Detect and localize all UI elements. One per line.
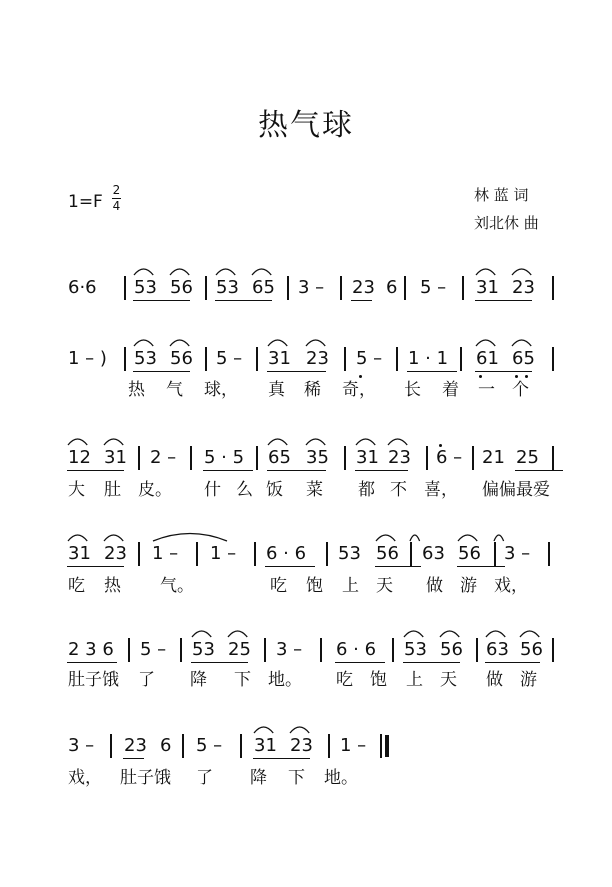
note-group: 56 bbox=[440, 639, 463, 660]
slur-arc bbox=[66, 532, 89, 542]
beam-underline bbox=[267, 371, 326, 372]
note-group: 5 – bbox=[216, 348, 243, 369]
low-octave-dot bbox=[359, 375, 362, 378]
lyric-syllable: 天 bbox=[440, 670, 457, 690]
note-group: 6 · 6 bbox=[266, 543, 307, 564]
lyric-syllable: 个 bbox=[512, 380, 529, 400]
lyric-syllable: 球， bbox=[204, 380, 238, 400]
note-group: 1 – bbox=[210, 543, 237, 564]
slur-arc bbox=[288, 724, 311, 734]
note-group: 5 – bbox=[196, 735, 223, 756]
lyric-syllable: 菜 bbox=[306, 480, 323, 500]
note-group: 5 · 5 bbox=[204, 447, 245, 468]
barline bbox=[138, 446, 140, 470]
beam-underline bbox=[407, 371, 457, 372]
barline bbox=[476, 638, 478, 662]
high-octave-dot bbox=[439, 444, 442, 447]
note-group: 35 bbox=[306, 447, 329, 468]
barline bbox=[205, 347, 207, 371]
note-group: 65 bbox=[268, 447, 291, 468]
note-group: 23 bbox=[352, 277, 375, 298]
note-group: 53 bbox=[216, 277, 239, 298]
barline bbox=[410, 542, 412, 566]
note-group: 25 bbox=[228, 639, 251, 660]
beam-underline bbox=[67, 566, 124, 567]
slur-arc bbox=[438, 628, 461, 638]
note-group: 1 – ) bbox=[68, 348, 107, 369]
slur-arc bbox=[190, 628, 213, 638]
lyric-syllable: 做 bbox=[426, 576, 443, 596]
lyric-syllable: 饭 bbox=[266, 480, 283, 500]
note-group: 63 bbox=[422, 543, 445, 564]
note-group: 23 bbox=[290, 735, 313, 756]
slur-arc bbox=[456, 532, 479, 542]
beam-underline bbox=[253, 758, 310, 759]
note-group: 53 bbox=[134, 348, 157, 369]
barline bbox=[256, 446, 258, 470]
beam-underline bbox=[67, 470, 124, 471]
lyric-syllable: 上 bbox=[342, 576, 359, 596]
lyric-syllable: 降 bbox=[190, 670, 207, 690]
lyric-syllable: 天 bbox=[376, 576, 393, 596]
slur-arc bbox=[102, 532, 125, 542]
note-group: 31 bbox=[254, 735, 277, 756]
note-group: 6 bbox=[386, 277, 398, 298]
note-group: 3 – bbox=[504, 543, 531, 564]
barline bbox=[328, 734, 330, 758]
beam-underline bbox=[133, 371, 190, 372]
low-octave-dot bbox=[479, 375, 482, 378]
note-group: 5 – bbox=[140, 639, 167, 660]
note-group: 23 bbox=[124, 735, 147, 756]
beam-underline bbox=[375, 566, 421, 567]
barline bbox=[552, 638, 554, 662]
beam-underline bbox=[335, 662, 385, 663]
note-group: 25 bbox=[516, 447, 539, 468]
note-group: 56 bbox=[170, 277, 193, 298]
slur-arc bbox=[386, 436, 409, 446]
lyric-syllable: 游 bbox=[460, 576, 477, 596]
barline bbox=[426, 446, 428, 470]
barline bbox=[138, 542, 140, 566]
slur-arc bbox=[474, 337, 497, 347]
slur-arc bbox=[354, 436, 377, 446]
note-group: 31 bbox=[104, 447, 127, 468]
slur-arc bbox=[214, 266, 237, 276]
slur-arc bbox=[474, 266, 497, 276]
barline bbox=[344, 347, 346, 371]
note-group: 53 bbox=[192, 639, 215, 660]
note-group: 6 – bbox=[436, 447, 463, 468]
time-signature-bottom: 4 bbox=[112, 199, 121, 213]
beam-underline bbox=[475, 371, 532, 372]
song-title: 热气球 bbox=[258, 108, 354, 143]
note-group: 23 bbox=[306, 348, 329, 369]
lyric-syllable: 做 bbox=[486, 670, 503, 690]
note-group: 56 bbox=[520, 639, 543, 660]
note-group: 61 bbox=[476, 348, 499, 369]
lyric-syllable: 奇， bbox=[342, 380, 376, 400]
lyric-syllable: 肚子饿 bbox=[120, 768, 171, 788]
note-group: 21 bbox=[482, 447, 505, 468]
lyric-syllable: 热 bbox=[128, 380, 145, 400]
lyric-syllable: 肚子饿 bbox=[68, 670, 119, 690]
barline bbox=[392, 638, 394, 662]
note-group: 65 bbox=[252, 277, 275, 298]
lyric-syllable: 喜， bbox=[424, 480, 458, 500]
note-group: 65 bbox=[512, 348, 535, 369]
lyric-syllable: 饱 bbox=[370, 670, 387, 690]
lyric-syllable: 戏， bbox=[494, 576, 528, 596]
slur-arc bbox=[304, 337, 327, 347]
beam-underline bbox=[457, 566, 505, 567]
note-group: 1 – bbox=[340, 735, 367, 756]
slur-arc bbox=[492, 532, 506, 542]
barline bbox=[110, 734, 112, 758]
barline bbox=[396, 347, 398, 371]
barline bbox=[548, 542, 550, 566]
barline bbox=[462, 276, 464, 300]
barline bbox=[340, 276, 342, 300]
lyric-syllable: 游 bbox=[520, 670, 537, 690]
slur-arc bbox=[304, 436, 327, 446]
lyric-syllable: 么 bbox=[236, 480, 253, 500]
note-group: 31 bbox=[356, 447, 379, 468]
slur-arc bbox=[374, 532, 397, 542]
slur-arc bbox=[402, 628, 425, 638]
beam-underline bbox=[475, 300, 532, 301]
lyric-syllable: 饱 bbox=[306, 576, 323, 596]
beam-underline bbox=[485, 662, 540, 663]
beam-underline bbox=[403, 662, 460, 663]
barline bbox=[124, 347, 126, 371]
lyric-syllable: 气 bbox=[166, 380, 183, 400]
lyric-syllable: 吃 bbox=[336, 670, 353, 690]
slur-arc bbox=[132, 266, 155, 276]
slur-arc bbox=[408, 532, 422, 542]
slur-arc bbox=[250, 266, 273, 276]
note-group: 6·6 bbox=[68, 277, 97, 298]
barline bbox=[124, 276, 126, 300]
barline bbox=[128, 638, 130, 662]
key-label: 1=F bbox=[68, 192, 103, 212]
barline bbox=[326, 542, 328, 566]
beam-underline bbox=[123, 758, 144, 759]
barline bbox=[182, 734, 184, 758]
lyric-syllable: 不 bbox=[390, 480, 407, 500]
lyric-syllable: 着 bbox=[442, 380, 459, 400]
slur-arc bbox=[132, 337, 155, 347]
final-barline-thin bbox=[380, 734, 382, 758]
note-group: 53 bbox=[338, 543, 361, 564]
low-octave-dot bbox=[525, 375, 528, 378]
barline bbox=[190, 446, 192, 470]
beam-underline bbox=[267, 470, 326, 471]
beam-underline bbox=[515, 470, 563, 471]
note-group: 56 bbox=[458, 543, 481, 564]
lyric-syllable: 地。 bbox=[268, 670, 302, 690]
lyric-syllable: 稀 bbox=[304, 380, 321, 400]
slur-arc bbox=[168, 266, 191, 276]
note-group: 1 · 1 bbox=[408, 348, 449, 369]
barline bbox=[240, 734, 242, 758]
lyric-syllable: 了 bbox=[138, 670, 155, 690]
barline bbox=[344, 446, 346, 470]
slur-arc bbox=[484, 628, 507, 638]
note-group: 31 bbox=[476, 277, 499, 298]
barline bbox=[552, 276, 554, 300]
beam-underline bbox=[133, 300, 190, 301]
lyric-syllable: 肚 bbox=[104, 480, 121, 500]
note-group: 2 3 6 bbox=[68, 639, 114, 660]
lyric-syllable: 真 bbox=[268, 380, 285, 400]
lyric-syllable: 下 bbox=[288, 768, 305, 788]
final-barline-thick bbox=[385, 735, 389, 757]
note-group: 5 – bbox=[356, 348, 383, 369]
barline bbox=[320, 638, 322, 662]
note-group: 3 – bbox=[276, 639, 303, 660]
lyric-syllable: 地。 bbox=[324, 768, 358, 788]
barline bbox=[552, 446, 554, 470]
barline bbox=[256, 347, 258, 371]
barline bbox=[287, 276, 289, 300]
lyric-syllable: 上 bbox=[406, 670, 423, 690]
barline bbox=[460, 347, 462, 371]
barline bbox=[264, 638, 266, 662]
beam-underline bbox=[203, 470, 253, 471]
lyric-syllable: 下 bbox=[234, 670, 251, 690]
beam-underline bbox=[191, 662, 248, 663]
lyric-syllable: 了 bbox=[196, 768, 213, 788]
slur-arc bbox=[510, 337, 533, 347]
slur-arc bbox=[226, 628, 249, 638]
barline bbox=[472, 446, 474, 470]
barline bbox=[254, 542, 256, 566]
time-signature bbox=[112, 184, 121, 213]
beam-underline bbox=[265, 566, 315, 567]
key-signature bbox=[68, 183, 121, 213]
lyric-syllable: 长 bbox=[404, 380, 421, 400]
note-group: 53 bbox=[134, 277, 157, 298]
note-group: 2 – bbox=[150, 447, 177, 468]
note-group: 23 bbox=[104, 543, 127, 564]
tie-arc bbox=[152, 530, 228, 542]
composer-credit: 刘北休 曲 bbox=[474, 214, 539, 232]
barline bbox=[180, 638, 182, 662]
slur-arc bbox=[102, 436, 125, 446]
note-group: 56 bbox=[376, 543, 399, 564]
beam-underline bbox=[355, 470, 408, 471]
slur-arc bbox=[66, 436, 89, 446]
note-group: 23 bbox=[512, 277, 535, 298]
barline bbox=[196, 542, 198, 566]
lyric-syllable: 大 bbox=[68, 480, 85, 500]
slur-arc bbox=[510, 266, 533, 276]
low-octave-dot bbox=[515, 375, 518, 378]
lyric-syllable: 都 bbox=[358, 480, 375, 500]
note-group: 3 – bbox=[68, 735, 95, 756]
slur-arc bbox=[168, 337, 191, 347]
lyric-syllable: 降 bbox=[250, 768, 267, 788]
note-group: 23 bbox=[388, 447, 411, 468]
barline bbox=[205, 276, 207, 300]
note-group: 6 · 6 bbox=[336, 639, 377, 660]
time-signature-top: 2 bbox=[112, 183, 121, 197]
note-group: 6 bbox=[160, 735, 172, 756]
lyric-syllable: 气。 bbox=[160, 576, 194, 596]
slur-arc bbox=[518, 628, 541, 638]
lyric-syllable: 热 bbox=[104, 576, 121, 596]
note-group: 31 bbox=[268, 348, 291, 369]
beam-underline bbox=[215, 300, 272, 301]
slur-arc bbox=[266, 337, 289, 347]
barline bbox=[552, 347, 554, 371]
slur-arc bbox=[266, 436, 289, 446]
note-group: 31 bbox=[68, 543, 91, 564]
lyric-syllable: 吃 bbox=[68, 576, 85, 596]
lyric-syllable: 什 bbox=[204, 480, 221, 500]
beam-underline bbox=[67, 662, 117, 663]
note-group: 1 – bbox=[152, 543, 179, 564]
lyricist-credit: 林 蓝 词 bbox=[474, 186, 529, 204]
note-group: 56 bbox=[170, 348, 193, 369]
lyric-syllable: 吃 bbox=[270, 576, 287, 596]
barline bbox=[494, 542, 496, 566]
lyric-syllable: 皮。 bbox=[138, 480, 172, 500]
note-group: 12 bbox=[68, 447, 91, 468]
lyric-syllable: 偏偏 bbox=[482, 480, 516, 500]
lyric-syllable: 最爱 bbox=[516, 480, 550, 500]
slur-arc bbox=[252, 724, 275, 734]
note-group: 53 bbox=[404, 639, 427, 660]
beam-underline bbox=[351, 300, 372, 301]
lyric-syllable: 戏， bbox=[68, 768, 102, 788]
barline bbox=[404, 276, 406, 300]
lyric-syllable: 一 bbox=[478, 380, 495, 400]
note-group: 5 – bbox=[420, 277, 447, 298]
note-group: 63 bbox=[486, 639, 509, 660]
note-group: 3 – bbox=[298, 277, 325, 298]
